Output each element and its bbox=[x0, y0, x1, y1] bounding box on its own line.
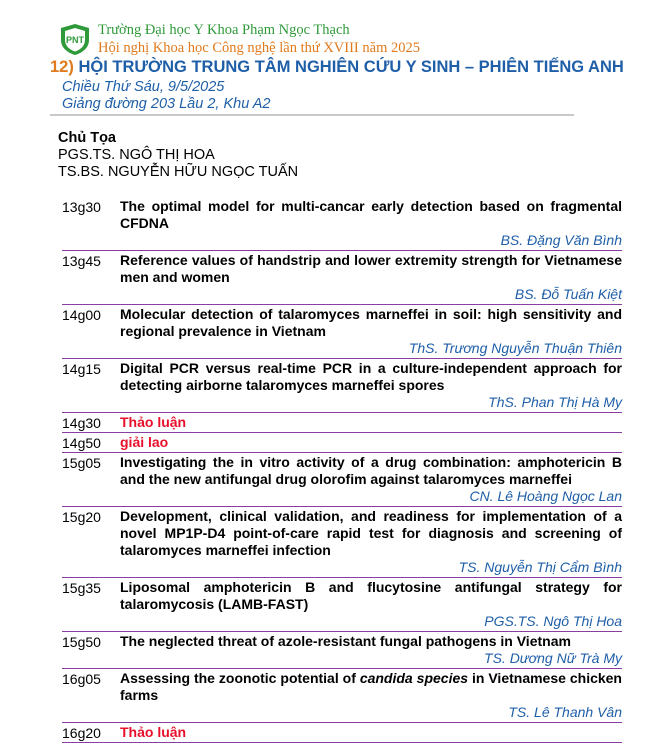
agenda-break-label: giải lao bbox=[120, 434, 169, 450]
talk-speaker: BS. Đặng Văn Bình bbox=[500, 232, 622, 248]
agenda-row bbox=[62, 433, 622, 453]
agenda-row bbox=[62, 305, 622, 359]
talk-speaker: CN. Lê Hoàng Ngọc Lan bbox=[469, 488, 622, 504]
university-logo-icon bbox=[58, 22, 92, 56]
agenda-time: 15g35 bbox=[62, 580, 101, 596]
session-date: Chiều Thứ Sáu, 9/5/2025 bbox=[62, 79, 225, 95]
agenda-row bbox=[62, 413, 622, 433]
agenda-time: 15g05 bbox=[62, 455, 101, 471]
agenda-row bbox=[62, 723, 622, 743]
agenda-content bbox=[120, 198, 622, 249]
talk-title: The optimal model for multi-cancar early detection based on fragmental CFDNA bbox=[120, 198, 622, 231]
agenda-row bbox=[62, 507, 622, 578]
divider bbox=[50, 114, 574, 116]
agenda-break-label: Thảo luận bbox=[120, 414, 187, 430]
svg-text:PNT: PNT bbox=[66, 35, 84, 45]
talk-title: Development, clinical validation, and readiness for implementation of a novel MP1P-D4 point-of-care rapid test for diagnosis and screening of talaromyces marneffei infection bbox=[120, 508, 622, 558]
agenda-row bbox=[62, 669, 622, 723]
talk-title-emphasis: candida species bbox=[359, 670, 469, 686]
talk-title: The neglected threat of azole-resistant fungal pathogens in Vietnam bbox=[120, 633, 571, 649]
university-name: Trường Đại học Y Khoa Phạm Ngọc Thạch bbox=[98, 22, 350, 38]
agenda-content bbox=[120, 360, 622, 411]
talk-speaker: ThS. Trương Nguyễn Thuận Thiên bbox=[408, 340, 622, 356]
agenda-row bbox=[62, 359, 622, 413]
talk-speaker: TS. Dương Nữ Trà My bbox=[484, 650, 622, 666]
agenda-content bbox=[120, 724, 622, 741]
talk-speaker: ThS. Phan Thị Hà My bbox=[488, 394, 622, 410]
agenda-list bbox=[62, 197, 622, 743]
talk-title-part: Assessing the zoonotic potential of bbox=[120, 670, 360, 686]
agenda-time: 14g30 bbox=[62, 415, 101, 431]
agenda-row bbox=[62, 197, 622, 251]
talk-speaker: TS. Nguyễn Thị Cẩm Bình bbox=[458, 559, 622, 575]
agenda-content bbox=[120, 670, 622, 721]
agenda-row bbox=[62, 251, 622, 305]
chairs-heading: Chủ Tọa bbox=[58, 130, 116, 146]
conference-name: Hội nghị Khoa học Công nghệ lần thứ XVIII năm 2025 bbox=[98, 40, 420, 56]
header bbox=[58, 20, 618, 56]
agenda-content bbox=[120, 454, 622, 505]
session-title bbox=[50, 58, 624, 77]
talk-title: Reference values of handstrip and lower extremity strength for Vietnamese men and women bbox=[120, 252, 622, 285]
agenda-content bbox=[120, 414, 622, 431]
chair-name: PGS.TS. NGÔ THỊ HOA bbox=[58, 147, 215, 163]
chair-name: TS.BS. NGUYỄN HỮU NGỌC TUẤN bbox=[58, 164, 299, 180]
agenda-content bbox=[120, 508, 622, 576]
agenda-content bbox=[120, 306, 622, 357]
agenda-time: 15g50 bbox=[62, 634, 101, 650]
talk-speaker: PGS.TS. Ngô Thị Hoa bbox=[484, 613, 622, 629]
talk-title: Investigating the in vitro activity of a drug combination: amphotericin B and the new antifungal drug olorofim against talaromyces marneffei bbox=[120, 454, 622, 487]
agenda-row bbox=[62, 632, 622, 669]
session-number: 12) bbox=[50, 58, 74, 76]
agenda-time: 16g05 bbox=[62, 671, 101, 687]
agenda-break-label: Thảo luận bbox=[120, 724, 187, 740]
talk-title: Molecular detection of talaromyces marneffei in soil: high sensitivity and regional prevalence in Vietnam bbox=[120, 306, 622, 339]
agenda-content bbox=[120, 633, 622, 667]
agenda-row bbox=[62, 453, 622, 507]
agenda-time: 16g20 bbox=[62, 725, 101, 741]
talk-title bbox=[120, 670, 622, 704]
talk-speaker: TS. Lê Thanh Vân bbox=[508, 704, 622, 720]
agenda-time: 14g00 bbox=[62, 307, 101, 323]
agenda-time: 14g15 bbox=[62, 361, 101, 377]
agenda-time: 13g30 bbox=[62, 199, 101, 215]
agenda-row bbox=[62, 578, 622, 632]
session-room: Giảng đường 203 Lầu 2, Khu A2 bbox=[62, 96, 271, 112]
agenda-time: 15g20 bbox=[62, 509, 101, 525]
agenda-content bbox=[120, 579, 622, 630]
agenda-time: 14g50 bbox=[62, 435, 101, 451]
talk-speaker: BS. Đỗ Tuấn Kiệt bbox=[514, 286, 622, 302]
agenda-content bbox=[120, 434, 622, 451]
talk-title-part: in Vietnamese chicken farms bbox=[120, 670, 622, 703]
talk-title: Liposomal amphotericin B and flucytosine antifungal strategy for talaromycosis (LAMB-FAST) bbox=[120, 579, 622, 612]
talk-title: Digital PCR versus real-time PCR in a culture-independent approach for detecting airborne talaromyces marneffei spores bbox=[120, 360, 622, 393]
agenda-time: 13g45 bbox=[62, 253, 101, 269]
session-title-text: HỘI TRƯỜNG TRUNG TÂM NGHIÊN CỨU Y SINH – PHIÊN TIẾNG ANH bbox=[78, 58, 624, 76]
agenda-content bbox=[120, 252, 622, 303]
